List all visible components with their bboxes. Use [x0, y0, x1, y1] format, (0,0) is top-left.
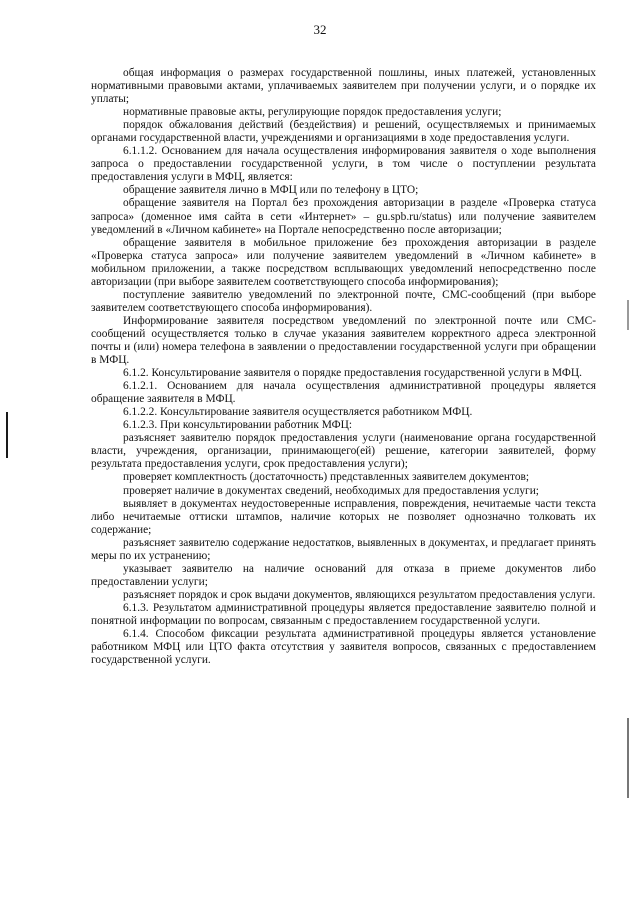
paragraph: общая информация о размерах государственной пошлины, иных платежей, установленных нормативными правовыми актами, уплачиваемых заявителем при получении услуги, и о порядке их уплаты; — [91, 67, 596, 106]
page-number: 32 — [313, 22, 327, 37]
scan-artifact-left — [6, 412, 8, 458]
document-body — [91, 67, 596, 667]
paragraph: 6.1.3. Результатом административной процедуры является предоставление заявителю полной и понятной информации по вопросам, связанным с предоставлением государственной услуги. — [91, 601, 596, 627]
paragraph: 6.1.2.3. При консультировании работник МФЦ: — [123, 419, 353, 432]
paragraph: проверяет наличие в документах сведений, необходимых для предоставления услуги; — [123, 484, 539, 497]
paragraph: обращение заявителя лично в МФЦ или по телефону в ЦТО; — [123, 184, 419, 197]
paragraph: 6.1.2.1. Основанием для начала осуществления административной процедуры является обращение заявителя в МФЦ. — [91, 380, 596, 406]
paragraph: разъясняет заявителю порядок предоставления услуги (наименование органа государственной власти, учреждения, организации, принимающего(ей) решение, категории заявителей, форму результата предоставления услуги, срок предоставления услуги); — [91, 432, 596, 471]
paragraph: нормативные правовые акты, регулирующие порядок предоставления услуги; — [123, 106, 502, 119]
paragraph: обращение заявителя на Портал без прохождения авторизации в разделе «Проверка статуса запроса» (доменное имя сайта в сети «Интернет» – gu.spb.ru/status) или получение заявителем уведомлений в «Личном кабинете» на Портале непосредственно после авторизации; — [91, 197, 596, 236]
paragraph: 6.1.2.2. Консультирование заявителя осуществляется работником МФЦ. — [123, 406, 473, 419]
scan-artifact-right-top — [627, 300, 629, 330]
paragraph: разъясняет порядок и срок выдачи документов, являющихся результатом предоставления услуги. — [123, 588, 596, 601]
paragraph: Информирование заявителя посредством уведомлений по электронной почте или СМС-сообщений осуществляется только в случае указания заявителем корректного адреса электронной почты и (или) номера телефона в заявлении о предоставлении государственной услуги при обращении в МФЦ. — [91, 314, 596, 367]
paragraph: обращение заявителя в мобильное приложение без прохождения авторизации в разделе «Проверка статуса запроса» или получение заявителем уведомлений в «Личном кабинете» в мобильном приложении, а также посредством всплывающих уведомлений непосредственно после авторизации (при выборе заявителем соответствующего способа информирования); — [91, 236, 596, 288]
paragraph: указывает заявителю на наличие оснований для отказа в приеме документов либо предоставлении услуги; — [91, 562, 596, 588]
paragraph: разъясняет заявителю содержание недостатков, выявленных в документах, и предлагает принять меры по их устранению; — [91, 536, 596, 562]
paragraph: поступление заявителю уведомлений по электронной почте, СМС-сообщений (при выборе заявителем соответствующего способа информирования). — [91, 288, 596, 314]
paragraph: 6.1.4. Способом фиксации результата административной процедуры является установление работником МФЦ или ЦТО факта отсутствия у заявителя вопросов, связанных с предоставлением государственной услуги. — [91, 628, 596, 667]
paragraph: 6.1.1.2. Основанием для начала осуществления информирования заявителя о ходе выполнения запроса о предоставлении государственной услуги, в том числе о поступлении результата предоставления услуги в МФЦ, является: — [91, 145, 596, 184]
scan-artifact-right-bottom — [627, 718, 629, 798]
paragraph: выявляет в документах неудостоверенные исправления, повреждения, нечитаемые части текста либо нечитаемые оттиски штампов, наличие которых не позволяет однозначно толковать их содержание; — [91, 497, 596, 536]
paragraph: порядок обжалования действий (бездействия) и решений, осуществляемых и принимаемых органами государственной власти, учреждениями и организациями в ходе предоставления услуги. — [91, 119, 596, 145]
paragraph: проверяет комплектность (достаточность) представленных заявителем документов; — [123, 471, 530, 484]
paragraph: 6.1.2. Консультирование заявителя о порядке предоставления государственной услуги в МФЦ. — [123, 367, 582, 380]
